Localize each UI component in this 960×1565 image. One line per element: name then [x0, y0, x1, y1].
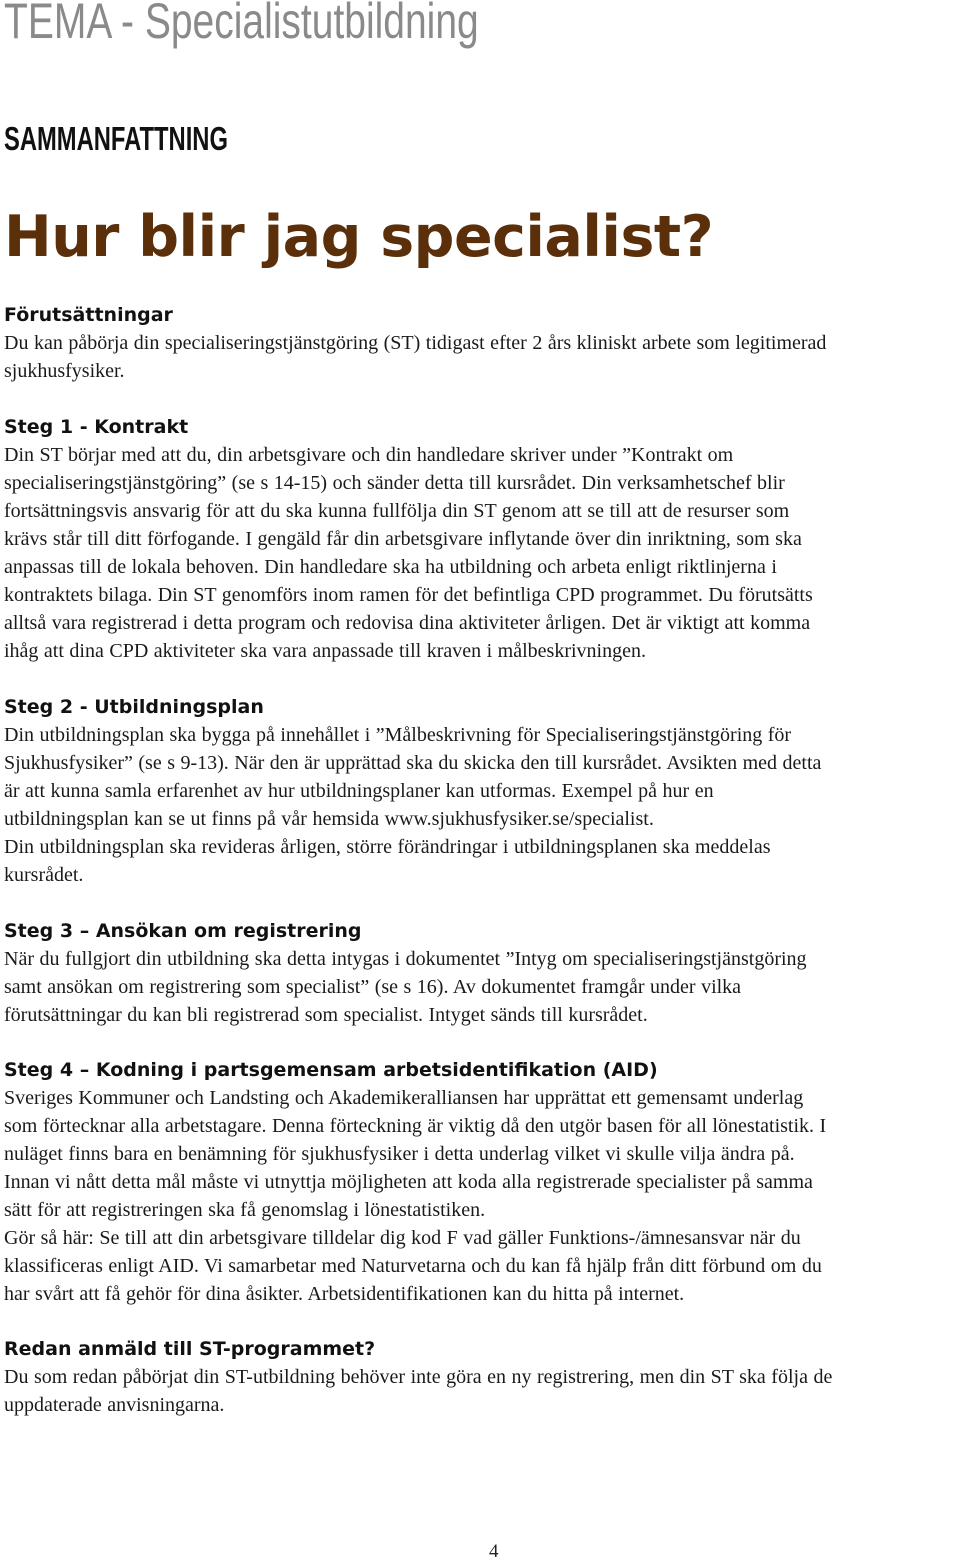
running-header: TEMA - Specialistutbildning [4, 0, 479, 49]
section-body [4, 721, 958, 889]
section-heading: Steg 3 – Ansökan om registrering [4, 920, 362, 942]
section-steg-4 [4, 1056, 958, 1308]
section-body [4, 1363, 958, 1419]
body-line: Gör så här: Se till att din arbetsgivare tilldelar dig kod F vad gäller Funktions-/ämnesansvar när du [4, 1227, 801, 1249]
body-line: förutsättningar du kan bli registrerad som specialist. Intyget sänds till kursrådet. [4, 1004, 648, 1026]
body-line: kontraktets bilaga. Din ST genomförs inom ramen för det befintliga CPD programmet. Du förutsätts [4, 584, 813, 606]
section-body [4, 441, 958, 665]
section-steg-2 [4, 693, 958, 889]
body-line: Din utbildningsplan ska bygga på innehållet i ”Målbeskrivning för Specialiseringstjänstgöring för [4, 724, 792, 746]
section-body [4, 945, 958, 1029]
section-body [4, 329, 958, 385]
body-line: utbildningsplan kan se ut finns på vår hemsida www.sjukhusfysiker.se/specialist. [4, 808, 654, 830]
section-body [4, 1084, 958, 1308]
body-line: är att kunna samla erfarenhet av hur utbildningsplaner kan utformas. Exempel på hur en [4, 780, 714, 802]
body-line: Du som redan påbörjat din ST-utbildning behöver inte göra en ny registrering, men din ST ska följa de [4, 1366, 833, 1388]
section-heading: Redan anmäld till ST-programmet? [4, 1338, 376, 1360]
body-line: fortsättningsvis ansvarig för att du ska kunna fullfölja din ST genom att se till att de resurser som [4, 500, 790, 522]
section-heading: Steg 2 - Utbildningsplan [4, 696, 264, 718]
body-line: alltså vara registrerad i detta program och redovisa dina aktiviteter årligen. Det är viktigt att komma [4, 612, 811, 634]
section-steg-3 [4, 917, 958, 1029]
body-line: Innan vi nått detta mål måste vi utnyttja möjligheten att koda alla registrerade specialister på samma [4, 1171, 813, 1193]
body-line: Sjukhusfysiker” (se s 9-13). När den är upprättad ska du skicka den till kursrådet. Avsikten med detta [4, 752, 822, 774]
section-heading: Förutsättningar [4, 304, 173, 326]
section-heading: Steg 1 - Kontrakt [4, 416, 189, 438]
body-line: När du fullgjort din utbildning ska detta intygas i dokumentet ”Intyg om specialiseringstjänstgöring [4, 948, 807, 970]
body-line: nuläget finns bara en benämning för sjukhusfysiker i detta underlag vilket vi skulle vilja ändra på. [4, 1143, 795, 1165]
body-line: Din ST börjar med att du, din arbetsgivare och din handledare skriver under ”Kontrakt om [4, 444, 734, 466]
body-line: uppdaterade anvisningarna. [4, 1394, 225, 1416]
body-line: samt ansökan om registrering som specialist” (se s 16). Av dokumentet framgår under vilka [4, 976, 742, 998]
body-line: klassificeras enligt AID. Vi samarbetar med Naturvetarna och du kan få hjälp från ditt förbund om du [4, 1255, 822, 1277]
section-redan-anmald [4, 1335, 958, 1419]
section-forutsattningar [4, 301, 958, 385]
page-number: 4 [489, 1541, 499, 1562]
body-line: Du kan påbörja din specialiseringstjänstgöring (ST) tidigast efter 2 års kliniskt arbete som legitimerad [4, 332, 827, 354]
body-line: specialiseringstjänstgöring” (se s 14-15) och sänder detta till kursrådet. Din verksamhetschef blir [4, 472, 785, 494]
body-line: Sveriges Kommuner och Landsting och Akademikeralliansen har upprättat ett gemensamt underlag [4, 1087, 804, 1109]
body-line: som förtecknar alla arbetstagare. Denna förteckning är viktig då den utgör basen för all lönestatistik. I [4, 1115, 827, 1137]
body-line: Din utbildningsplan ska revideras årligen, större förändringar i utbildningsplanen ska meddelas [4, 836, 771, 858]
body-line: ihåg att dina CPD aktiviteter ska vara anpassade till kraven i målbeskrivningen. [4, 640, 646, 662]
body-line: har svårt att få gehör för dina åsikter. Arbetsidentifikationen kan du hitta på internet. [4, 1283, 685, 1305]
body-line: sätt för att registreringen ska få genomslag i lönestatistiken. [4, 1199, 486, 1221]
section-heading: Steg 4 – Kodning i partsgemensam arbetsidentifikation (AID) [4, 1059, 658, 1081]
body-line: kursrådet. [4, 864, 84, 886]
section-steg-1 [4, 413, 958, 665]
page-title: Hur blir jag specialist? [4, 204, 714, 271]
body-line: krävs står till ditt förfogande. I gengäld får din arbetsgivare inflytande över din inriktning, som ska [4, 528, 802, 550]
body-line: anpassas till de lokala behoven. Din handledare ska ha utbildning och arbeta enligt riktlinjerna i [4, 556, 777, 578]
body-line: sjukhusfysiker. [4, 360, 125, 382]
section-kicker: SAMMANFATTNING [4, 120, 228, 157]
